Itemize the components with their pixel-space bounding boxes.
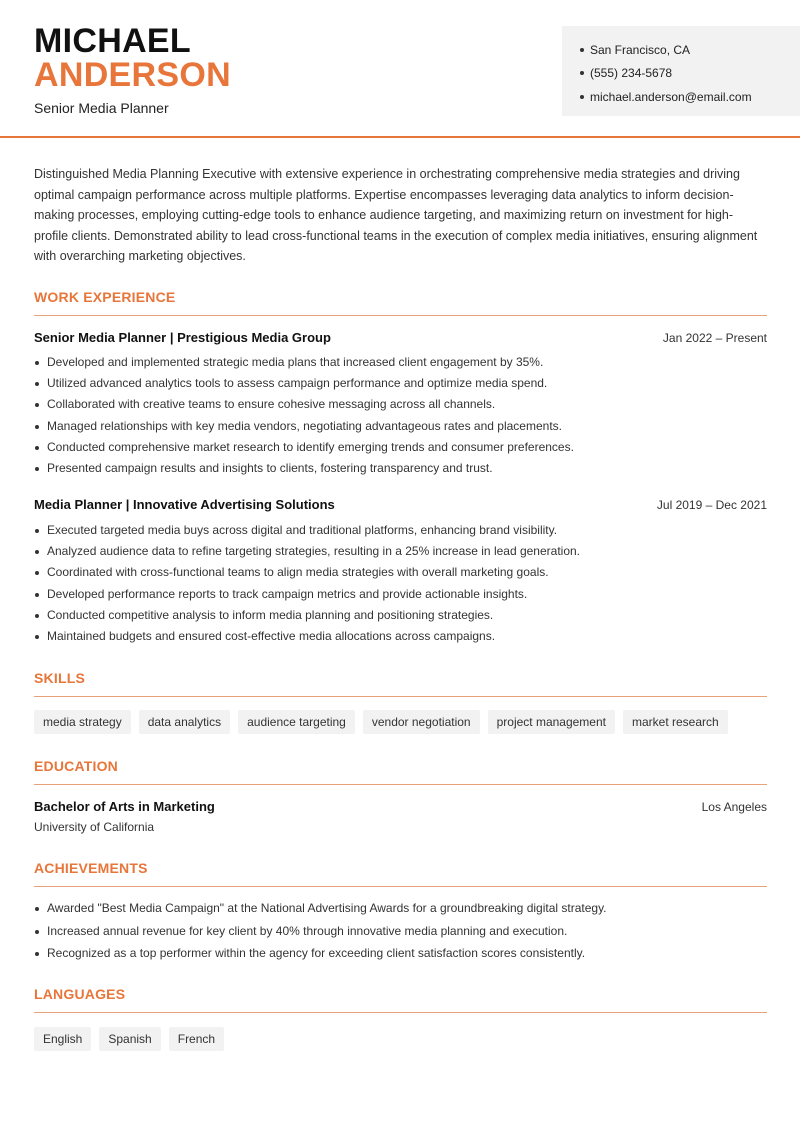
job-header — [34, 330, 767, 345]
skill-tag: audience targeting — [238, 710, 355, 734]
section-title-achievements: ACHIEVEMENTS — [34, 860, 148, 876]
contact-phone-text: (555) 234-5678 — [590, 66, 673, 81]
job-role: Media Planner | Innovative Advertising Solutions — [34, 497, 335, 512]
list-item: Analyzed audience data to refine targeting strategies, resulting in a 25% increase in lead generation. — [34, 541, 767, 562]
bullet-icon — [580, 48, 584, 52]
language-tag: Spanish — [99, 1027, 160, 1051]
list-item: Utilized advanced analytics tools to assess campaign performance and optimize media spend. — [34, 373, 767, 394]
list-item: Managed relationships with key media vendors, negotiating advantageous rates and placements. — [34, 416, 767, 437]
achievement-bullets — [34, 897, 767, 965]
list-item: Recognized as a top performer within the agency for exceeding client satisfaction scores consistently. — [34, 942, 767, 965]
language-tag: French — [169, 1027, 224, 1051]
list-item: Increased annual revenue for key client by 40% through innovative media planning and execution. — [34, 920, 767, 943]
skill-tag: market research — [623, 710, 728, 734]
skill-tag: media strategy — [34, 710, 131, 734]
skill-tag: vendor negotiation — [363, 710, 480, 734]
section-title-languages: LANGUAGES — [34, 986, 126, 1002]
list-item: Awarded "Best Media Campaign" at the National Advertising Awards for a groundbreaking digital strategy. — [34, 897, 767, 920]
section-divider — [34, 696, 767, 697]
contact-email-text[interactable]: michael.anderson@email.com — [590, 89, 752, 104]
skill-tag: data analytics — [139, 710, 230, 734]
education-school: University of California — [34, 820, 155, 834]
education-header — [34, 799, 767, 814]
list-item: Presented campaign results and insights to clients, fostering transparency and trust. — [34, 458, 767, 479]
contact-phone — [580, 62, 782, 86]
job-bullets — [34, 520, 767, 647]
list-item: Developed performance reports to track campaign metrics and provide actionable insights. — [34, 584, 767, 605]
job-date: Jul 2019 – Dec 2021 — [656, 498, 767, 512]
language-tag: English — [34, 1027, 91, 1051]
profile-summary: Distinguished Media Planning Executive with extensive experience in orchestrating comprehensive media strategies and driving optimal campaign performance across multiple platforms. Expertise encompasses leveraging data analytics to inform decision-making processes, employing cutting-edge tools to enhance audience targeting, and maximizing return on investment for high-profile clients. Demonstrated ability to lead cross-functional teams in the execution of complex media initiatives, ensuring alignment with overarching marketing objectives. — [34, 167, 758, 263]
education-degree: Bachelor of Arts in Marketing — [34, 799, 215, 814]
bullet-icon — [580, 71, 584, 75]
contact-location — [580, 38, 782, 62]
list-item: Executed targeted media buys across digital and traditional platforms, enhancing brand visibility. — [34, 520, 767, 541]
list-item: Conducted comprehensive market research to identify emerging trends and consumer preferences. — [34, 437, 767, 458]
first-name: MICHAEL — [34, 22, 191, 60]
contact-box — [562, 26, 800, 116]
section-divider — [34, 1012, 767, 1013]
section-divider — [34, 784, 767, 785]
section-title-skills: SKILLS — [34, 670, 85, 686]
contact-location-text: San Francisco, CA — [590, 42, 691, 57]
section-title-work-experience: WORK EXPERIENCE — [34, 289, 176, 305]
list-item: Coordinated with cross-functional teams to align media strategies with overall marketing goals. — [34, 562, 767, 583]
list-item: Conducted competitive analysis to inform media planning and positioning strategies. — [34, 605, 767, 626]
contact-email[interactable] — [580, 85, 782, 109]
skills-tags — [34, 710, 728, 734]
job-bullets — [34, 352, 767, 479]
education-location: Los Angeles — [701, 800, 767, 814]
list-item: Collaborated with creative teams to ensure cohesive messaging across all channels. — [34, 394, 767, 415]
last-name: ANDERSON — [34, 56, 231, 94]
section-divider — [34, 886, 767, 887]
job-header — [34, 497, 767, 512]
list-item: Developed and implemented strategic media plans that increased client engagement by 35%. — [34, 352, 767, 373]
section-divider — [34, 315, 767, 316]
job-date: Jan 2022 – Present — [662, 331, 767, 345]
list-item: Maintained budgets and ensured cost-effective media allocations across campaigns. — [34, 626, 767, 647]
bullet-icon — [580, 95, 584, 99]
job-title: Senior Media Planner — [34, 100, 169, 116]
language-tags — [34, 1027, 224, 1051]
resume-header — [0, 0, 800, 138]
skill-tag: project management — [488, 710, 615, 734]
section-title-education: EDUCATION — [34, 758, 118, 774]
job-role: Senior Media Planner | Prestigious Media Group — [34, 330, 331, 345]
